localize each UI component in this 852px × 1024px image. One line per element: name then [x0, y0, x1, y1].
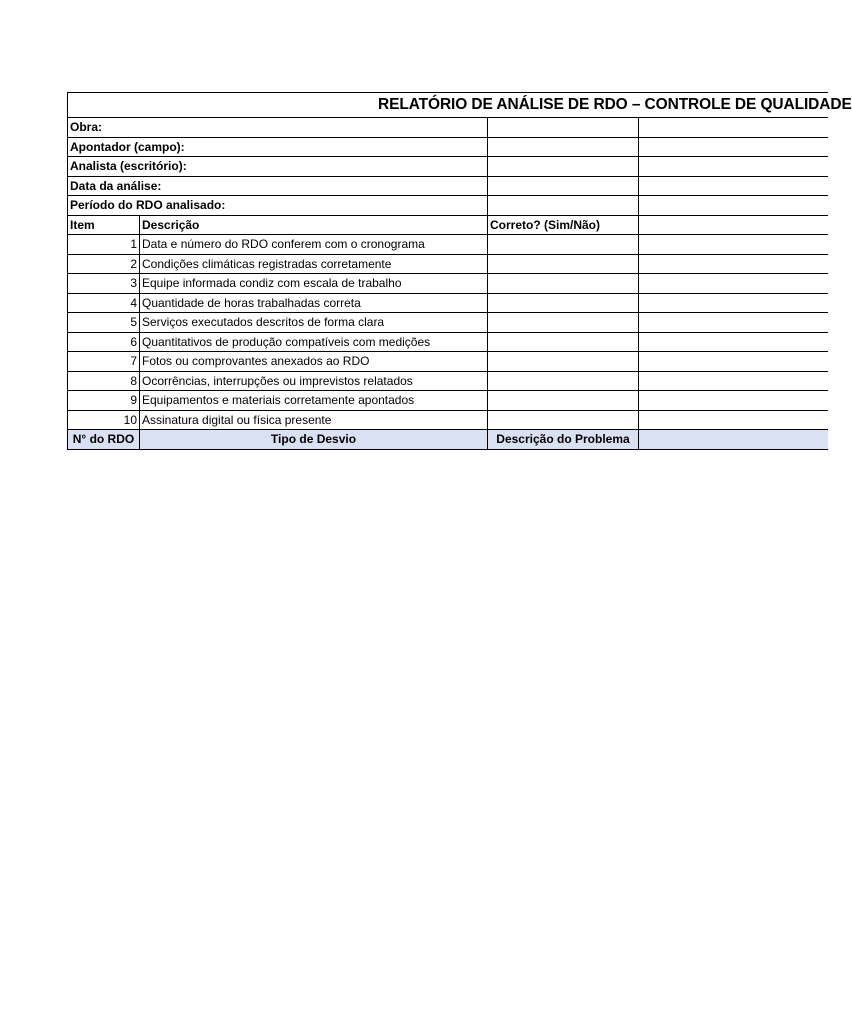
checklist-row [68, 293, 828, 313]
column-header-extra [639, 215, 828, 235]
checklist-item-extra[interactable] [639, 293, 828, 313]
checklist-item-description: Quantitativos de produção compatíveis com medições [140, 332, 488, 352]
title-row [68, 93, 828, 118]
checklist-row [68, 274, 828, 294]
checklist-item-extra[interactable] [639, 332, 828, 352]
info-row [68, 137, 828, 157]
checklist-row [68, 235, 828, 255]
checklist-row [68, 313, 828, 333]
checklist-header-row [68, 215, 828, 235]
deviation-header-rdo: N° do RDO [68, 430, 140, 450]
info-extra-cell[interactable] [639, 137, 828, 157]
checklist-item-number: 1 [68, 235, 140, 255]
info-value-periodo[interactable] [488, 196, 639, 216]
checklist-row [68, 254, 828, 274]
checklist-row [68, 352, 828, 372]
checklist-item-correct-input[interactable] [488, 410, 639, 430]
checklist-item-number: 2 [68, 254, 140, 274]
info-value-apontador[interactable] [488, 137, 639, 157]
checklist-item-description: Serviços executados descritos de forma clara [140, 313, 488, 333]
info-label-data: Data da análise: [68, 176, 488, 196]
checklist-item-description: Equipamentos e materiais corretamente apontados [140, 391, 488, 411]
checklist-item-extra[interactable] [639, 352, 828, 372]
checklist-item-extra[interactable] [639, 371, 828, 391]
checklist-item-extra[interactable] [639, 410, 828, 430]
checklist-item-extra[interactable] [639, 313, 828, 333]
info-extra-cell[interactable] [639, 196, 828, 216]
checklist-item-correct-input[interactable] [488, 352, 639, 372]
checklist-item-correct-input[interactable] [488, 293, 639, 313]
deviation-header-row [68, 430, 828, 450]
deviation-header-tipo: Tipo de Desvio [140, 430, 488, 450]
checklist-row [68, 410, 828, 430]
rdo-report-table [67, 92, 852, 450]
deviation-header-descricao: Descrição do Problema [488, 430, 639, 450]
checklist-item-number: 4 [68, 293, 140, 313]
info-value-analista[interactable] [488, 157, 639, 177]
checklist-item-number: 7 [68, 352, 140, 372]
column-header-item: Item [68, 215, 140, 235]
checklist-item-description: Fotos ou comprovantes anexados ao RDO [140, 352, 488, 372]
checklist-row [68, 332, 828, 352]
info-value-obra[interactable] [488, 118, 639, 138]
checklist-item-number: 3 [68, 274, 140, 294]
checklist-item-extra[interactable] [639, 254, 828, 274]
checklist-item-description: Ocorrências, interrupções ou imprevistos relatados [140, 371, 488, 391]
info-value-data[interactable] [488, 176, 639, 196]
report-title: RELATÓRIO DE ANÁLISE DE RDO – CONTROLE DE QUALIDADE [68, 93, 828, 118]
checklist-item-correct-input[interactable] [488, 274, 639, 294]
checklist-item-correct-input[interactable] [488, 371, 639, 391]
column-header-descricao: Descrição [140, 215, 488, 235]
info-row [68, 196, 828, 216]
checklist-row [68, 371, 828, 391]
column-header-correto: Correto? (Sim/Não) [488, 215, 639, 235]
checklist-item-number: 5 [68, 313, 140, 333]
checklist-item-number: 10 [68, 410, 140, 430]
checklist-item-extra[interactable] [639, 235, 828, 255]
info-row [68, 157, 828, 177]
info-row [68, 118, 828, 138]
info-label-obra: Obra: [68, 118, 488, 138]
checklist-item-correct-input[interactable] [488, 235, 639, 255]
info-row [68, 176, 828, 196]
info-label-periodo: Período do RDO analisado: [68, 196, 488, 216]
checklist-item-number: 9 [68, 391, 140, 411]
checklist-item-number: 6 [68, 332, 140, 352]
checklist-item-description: Equipe informada condiz com escala de trabalho [140, 274, 488, 294]
checklist-item-description: Quantidade de horas trabalhadas correta [140, 293, 488, 313]
info-extra-cell[interactable] [639, 176, 828, 196]
checklist-row [68, 391, 828, 411]
info-label-apontador: Apontador (campo): [68, 137, 488, 157]
info-label-analista: Analista (escritório): [68, 157, 488, 177]
checklist-item-extra[interactable] [639, 274, 828, 294]
checklist-item-number: 8 [68, 371, 140, 391]
info-extra-cell[interactable] [639, 118, 828, 138]
checklist-item-extra[interactable] [639, 391, 828, 411]
spreadsheet-viewport [67, 92, 852, 450]
checklist-item-description: Data e número do RDO conferem com o cronograma [140, 235, 488, 255]
checklist-item-correct-input[interactable] [488, 313, 639, 333]
checklist-item-description: Assinatura digital ou física presente [140, 410, 488, 430]
checklist-item-correct-input[interactable] [488, 391, 639, 411]
info-extra-cell[interactable] [639, 157, 828, 177]
checklist-item-correct-input[interactable] [488, 254, 639, 274]
checklist-item-correct-input[interactable] [488, 332, 639, 352]
checklist-item-description: Condições climáticas registradas corretamente [140, 254, 488, 274]
deviation-header-extra [639, 430, 828, 450]
